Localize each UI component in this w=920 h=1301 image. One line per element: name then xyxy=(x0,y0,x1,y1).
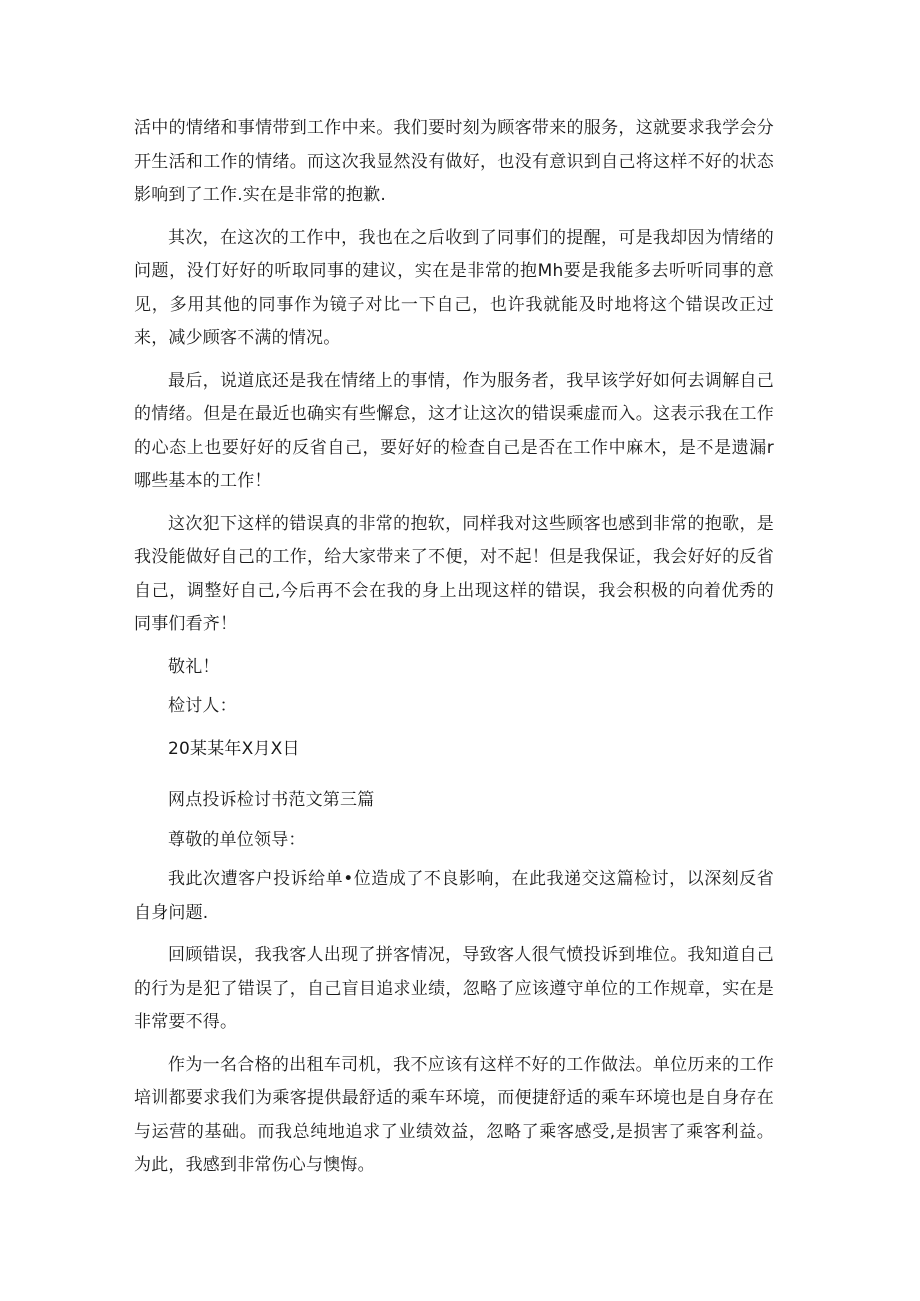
paragraph-6: 回顾错误，我我客人出现了拼客情况，导致客人很气愤投诉到堆位。我知道自己的行为是犯了错误了，自己盲目追求业绩，忽略了应该遵守单位的工作规章，实在是非常要不得。 xyxy=(134,945,774,1032)
section-title: 网点投诉检讨书范文第三篇 xyxy=(168,790,375,810)
paragraph-4: 这次犯下这样的错误真的非常的抱软，同样我对这些顾客也感到非常的抱歌，是我没能做好自己的工作，给大家带来了不便，对不起！但是我保证，我会好好的反省自己，调整好自己,今后再不会在我的身上出现这样的错误，我会积极的向着优秀的同事们看齐！ xyxy=(134,513,774,634)
paragraph-3: 最后，说道底还是我在情绪上的事情，作为服务者，我早该学好如何去调解自己的情绪。但是在最近也确实有些懈怠，这才让这次的错误乘虚而入。这表示我在工作的心态上也要好好的反省自己，要好好的检查自己是否在工作中麻木，是不是遗漏r哪些基本的工作！ xyxy=(134,370,774,491)
paragraph-7: 作为一名合格的出租车司机，我不应该有这样不好的工作做法。单位历来的工作培训都要求我们为乘客提供最舒适的乘车环境，而便捷舒适的乘车环境也是自身存在与运营的基础。而我总纯地追求了业绩效益，忽略了乘客感受,是损害了乘客利益。为此，我感到非常伤心与懊悔。 xyxy=(134,1054,774,1175)
paragraph-1: 活中的情绪和事情带到工作中来。我们要时刻为顾客带来的服务，这就要求我学会分开生活和工作的情绪。而这次我显然没有做好，也没有意识到自己将这样不好的状态影响到了工作.实在是非常的抱歉. xyxy=(134,118,774,205)
closing-line: 敬礼！ xyxy=(168,656,220,677)
date-line: 20某某年X月X日 xyxy=(168,738,300,759)
paragraph-2: 其次，在这次的工作中，我也在之后收到了同事们的提醒，可是我却因为情绪的问题，没仃好好的听取同事的建议，实在是非常的抱Mh要是我能多去听听同事的意见，多用其他的同事作为镜子对比一下自己，也许我就能及时地将这个错误改正过来，减少顾客不满的情况。 xyxy=(134,227,774,348)
signer-line: 检讨人： xyxy=(168,696,237,716)
document-body xyxy=(134,112,774,1192)
salutation: 尊敬的单位领导： xyxy=(168,829,306,850)
paragraph-5: 我此次遭客户投诉给单•位造成了不良影响，在此我递交这篇检讨，以深刻反省自身问题. xyxy=(134,869,774,923)
